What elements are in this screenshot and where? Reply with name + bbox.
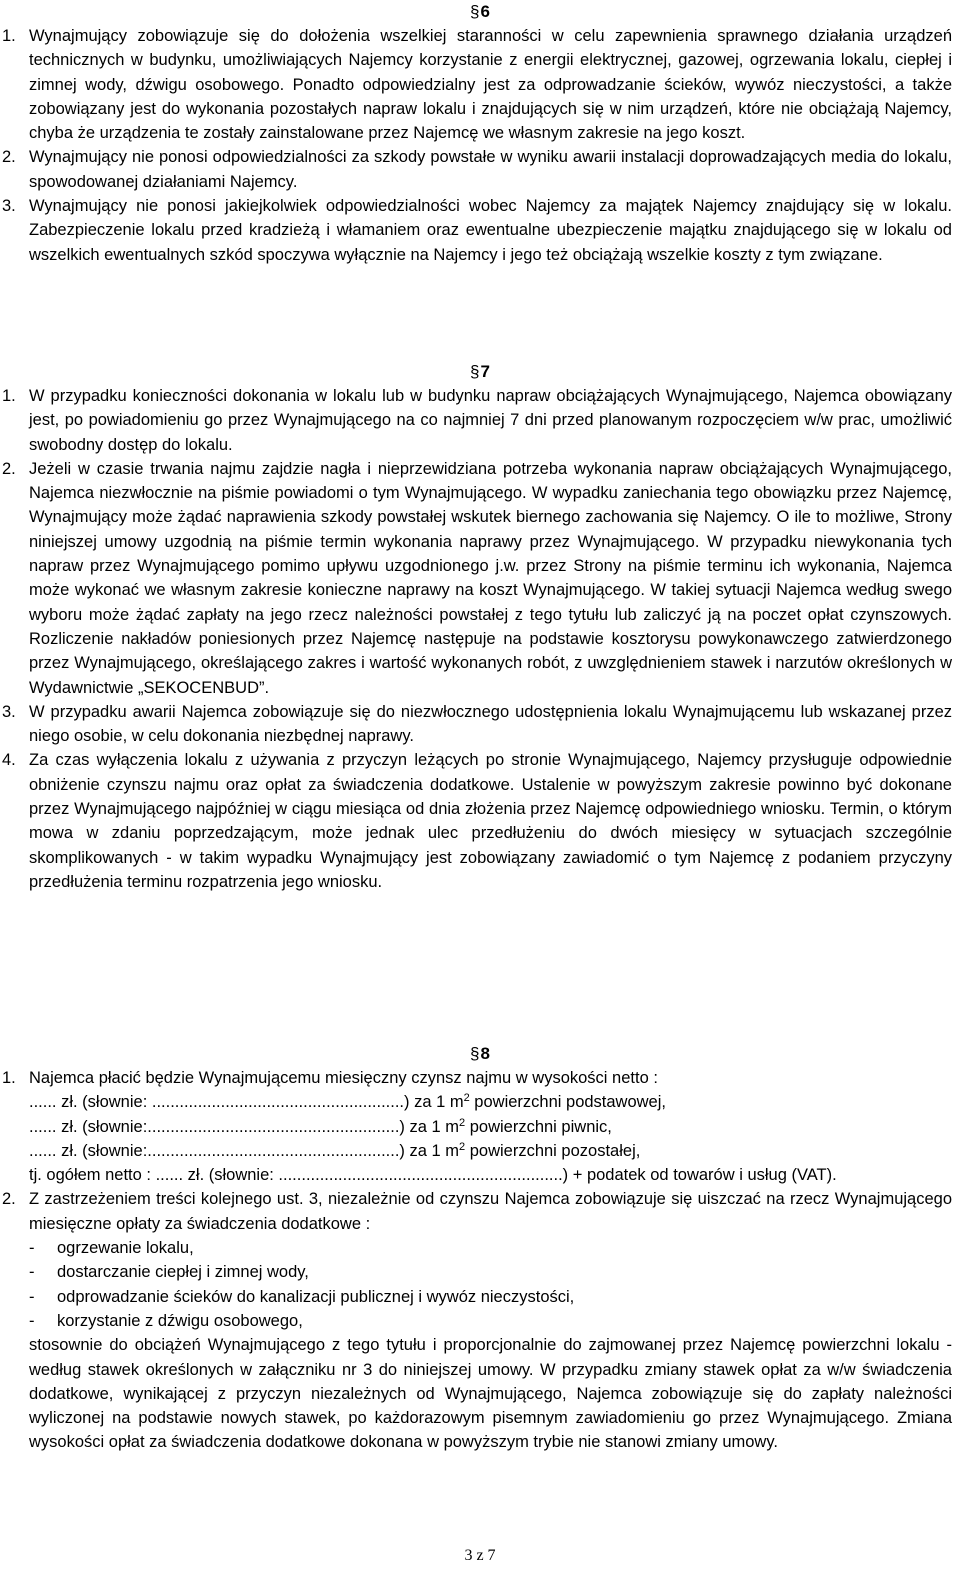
section-heading	[0, 0, 960, 24]
closing-paragraph: stosownie do obciążeń Wynajmującego z tego tytułu i proporcjonalnie do zajmowanej przez Najemcę powierzchni lokalu - według stawek określonych w załączniku nr 3 do niniejszej umowy. W przypadku zmiany stawek opłat za w/w świadczenia dodatkowe, wynikającej z przyczyn niezależnych od Wynajmującego, Najemca zobowiązuje się do zapłaty należności wyliczonej na podstawie nowych stawek, po każdorazowym pisemnym zawiadomieniu go przez Wynajmującego. Zmiana wysokości opłat za świadczenia dodatkowe dokonana w powyższym trybie nie stanowi zmiany umowy.	[29, 1336, 952, 1452]
rent-line-other: ...... zł. (słownie:.......................................................) za 1 $m^2$ powierzchni pozostałej,	[29, 1140, 641, 1160]
paragraph-8-1	[0, 1066, 960, 1090]
paragraph-text: Za czas wyłączenia lokalu z używania z przyczyn leżących po stronie Wynajmującego, Najemcy przysługuje odpowiednie obniżenie czynszu najmu oraz opłat za świadczenia dodatkowe. Ustalenie w powyższym zakresie powinno być dokonane przez Wynajmującego najpóźniej w ciągu miesiąca od dnia złożenia przez Najemcę odpowiedniego wniosku. Termin, o którym mowa w zdaniu poprzedzającym, może jednak ulec przedłużeniu do dwóch miesięcy w sytuacjach szczególnie skomplikowanych - w takim wypadku Wynajmujący jest zobowiązany zawiadomić o tym Najemcę z podaniem przyczyny przedłużenia terminu rozpatrzenia jego wniosku.	[29, 751, 952, 891]
paragraph-number: 1.	[2, 27, 16, 45]
section-8	[0, 1042, 960, 1455]
paragraph-text: Wynajmujący nie ponosi odpowiedzialności za szkody powstałe w wyniku awarii instalacji doprowadzających media do lokalu, spowodowanej działaniami Najemcy.	[29, 148, 952, 191]
list-item: - dostarczanie ciepłej i zimnej wody,	[0, 1260, 960, 1284]
paragraph-text: W przypadku awarii Najemca zobowiązuje się do niezwłocznego udostępnienia lokalu Wynajmującemu lub wskazanej przez niego osobie, w celu dokonania niezbędnej naprawy.	[29, 702, 952, 746]
rent-line-basement: ...... zł. (słownie:.......................................................) za 1 $m^2$ powierzchni piwnic,	[29, 1116, 612, 1136]
paragraph-number: 3.	[2, 702, 16, 721]
dash-marker: -	[29, 1263, 35, 1282]
paragraph-number: 3.	[2, 197, 16, 216]
paragraph-text: W przypadku konieczności dokonania w lokalu lub w budynku napraw obciążających Wynajmującego, Najemca obowiązany jest, po powiadomieniu go przez Wynajmującego na co najmniej 7 dni przed planowanym rozpoczęciem w/w prac, umożliwić swobodny dostęp do lokalu.	[29, 387, 952, 454]
paragraph-number: 4.	[2, 751, 16, 770]
rent-total-line: tj. ogółem netto : ...... zł. (słownie: ..............................................................) + podatek od towarów i usług (VAT).	[29, 1166, 837, 1185]
list-item: - odprowadzanie ścieków do kanalizacji publicznej i wywóz nieczystości,	[0, 1285, 960, 1309]
paragraph-text: Z zastrzeżeniem treści kolejnego ust. 3, niezależnie od czynszu Najemca zobowiązuje się uiszczać na rzecz Wynajmującego miesięczne opłaty za świadczenia dodatkowe :	[29, 1190, 952, 1233]
section-number: 7	[480, 362, 490, 381]
paragraph-7-2	[0, 457, 960, 700]
paragraph-number: 1.	[2, 387, 16, 405]
paragraph-text: Najemca płacić będzie Wynajmującemu miesięczny czynsz najmu w wysokości netto :	[29, 1069, 658, 1087]
paragraph-7-4	[0, 748, 960, 894]
paragraph-8-2	[0, 1187, 960, 1236]
dash-marker: -	[29, 1311, 35, 1330]
section-number: 6	[480, 2, 490, 21]
paragraph-6-2	[0, 145, 960, 194]
section-7	[0, 360, 960, 894]
section-mark: §	[470, 1044, 480, 1063]
section-heading	[0, 1042, 960, 1066]
section-number: 8	[480, 1044, 490, 1063]
paragraph-number: 2.	[2, 148, 16, 167]
list-item: - ogrzewanie lokalu,	[0, 1236, 960, 1260]
paragraph-number: 2.	[2, 1190, 16, 1209]
section-6	[0, 0, 960, 267]
paragraph-number: 1.	[2, 1069, 16, 1087]
paragraph-6-1	[0, 24, 960, 145]
page-number-footer: 3 z 7	[464, 1547, 496, 1564]
section-heading	[0, 360, 960, 384]
paragraph-text: Wynajmujący nie ponosi jakiejkolwiek odpowiedzialności wobec Najemcy za majątek Najemcy znajdujący się w lokalu. Zabezpieczenie lokalu przed kradzieżą i włamaniem oraz ewentualne ubezpieczenie majątku znajdującego się w lokalu od wszelkich ewentualnych szkód spoczywa wyłącznie na Najemcy i jego też obciążają wszelkie koszty z tym związane.	[29, 197, 952, 264]
dash-marker: -	[29, 1239, 35, 1258]
section-mark: §	[470, 2, 480, 21]
rent-line-basic: ...... zł. (słownie: .......................................................) za 1 $m^2$ powierzchni podstawowej,	[29, 1092, 666, 1112]
paragraph-text: Jeżeli w czasie trwania najmu zajdzie nagła i nieprzewidziana potrzeba wykonania napraw obciążających Wynajmującego, Najemca niezwłocznie na piśmie powiadomi o tym Wynajmującego. W wypadku zaniechania tego obowiązku przez Najemcę, Wynajmujący może żądać naprawienia szkody powstałej wskutek biernego zachowania się Najemcy. O ile to możliwe, Strony niniejszej umowy uzgodnią na piśmie termin wykonania naprawy przez Wynajmującego. W przypadku niewykonania tych napraw przez Wynajmującego pomimo upływu uzgodnionego j.w. przez Strony na piśmie terminu ich wykonania, Najemca może wykonać we własnym zakresie konieczne naprawy na koszt Wynajmującego. W takiej sytuacji Najemca według swego wyboru może żądać zapłaty na jego rzecz należności powstałej z tego tytułu lub zaliczyć ją na poczet opłat czynszowych. Rozliczenie nakładów poniesionych przez Najemcę następuje na podstawie kosztorysu powykonawczego zatwierdzonego przez Wynajmującego, określającego zakres i wartość wykonanych robót, z uwzględnieniem stawek i narzutów określonych w Wydawnictwie „SEKOCENBUD”.	[29, 459, 952, 697]
paragraph-7-1	[0, 384, 960, 457]
paragraph-6-3	[0, 194, 960, 267]
dash-marker: -	[29, 1287, 35, 1306]
paragraph-7-3	[0, 700, 960, 749]
section-mark: §	[470, 362, 480, 381]
list-item: - korzystanie z dźwigu osobowego,	[0, 1309, 960, 1333]
paragraph-text: Wynajmujący zobowiązuje się do dołożenia wszelkiej staranności w celu zapewnienia sprawnego działania urządzeń technicznych w budynku, umożliwiających Najemcy korzystanie z energii elektrycznej, gazowej, ogrzewania lokalu, ciepłej i zimnej wody, dźwigu osobowego. Ponadto odpowiedzialny jest za odprowadzanie ścieków, wywóz nieczystości, a także zobowiązany jest do wykonania pozostałych napraw lokalu i znajdujących się w nim urządzeń, które nie obciążają Najemcy, chyba że urządzenia te zostały zainstalowane przez Najemcę we własnym zakresie na jego koszt.	[29, 27, 952, 143]
paragraph-number: 2.	[2, 459, 16, 478]
